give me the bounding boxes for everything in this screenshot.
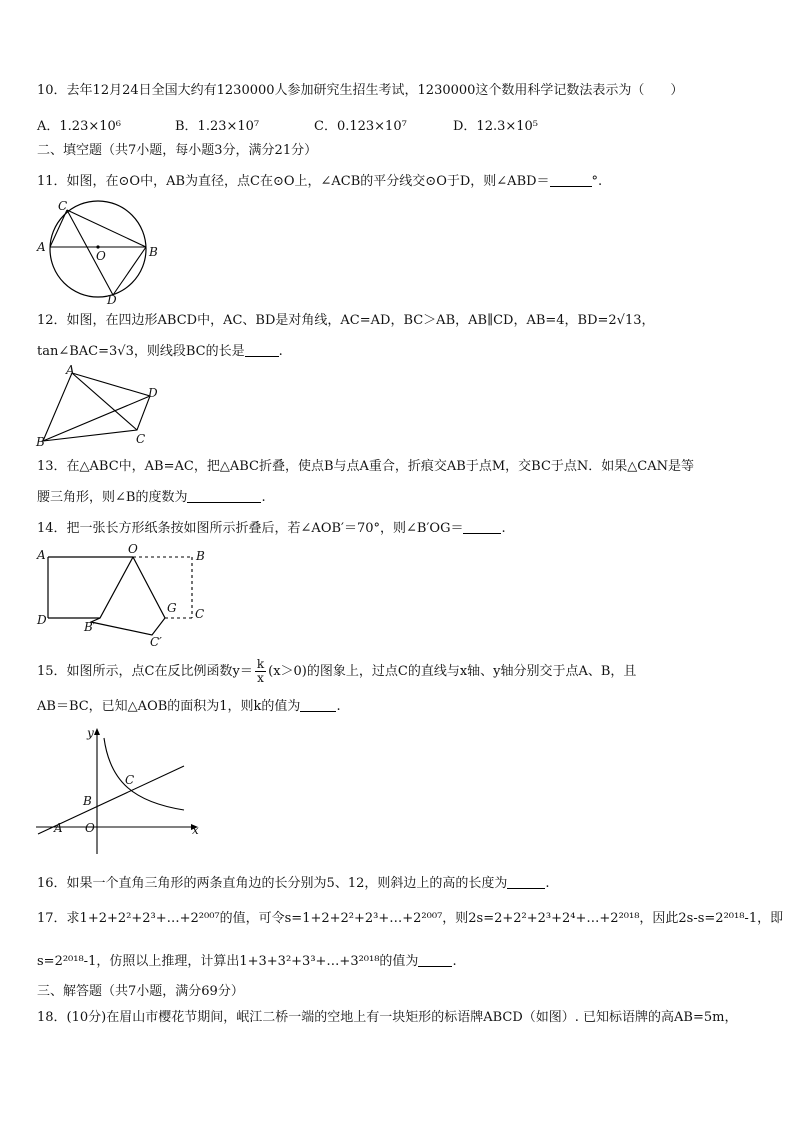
q10-option-a: A．1.23×10⁶ — [37, 119, 121, 134]
q18-text: 18．(10分)在眉山市樱花节期间，岷江二桥一端的空地上有一块矩形的标语牌ABCD（如图）. 已知标语牌的高AB=5m， — [37, 1010, 738, 1025]
label-d: D — [148, 386, 158, 400]
q12-answer-blank — [245, 342, 279, 357]
label-c-prime: C′ — [150, 635, 162, 649]
k-over-x-fraction: $\frac{k}{x}$ — [256, 657, 265, 685]
label-d: D — [107, 293, 117, 306]
label-b: B — [83, 794, 92, 808]
label-c: C — [58, 199, 68, 213]
q12-quadrilateral-figure — [34, 364, 166, 450]
q11-text: 11．如图，在⊙O中，AB为直径，点C在⊙O上，∠ACB的平分线交⊙O于D，则∠ABD＝ — [37, 174, 550, 189]
q17-text: s=2²⁰¹⁸-1，仿照以上推理，计算出1+3+3²+3³+…+3²⁰¹⁸的值为 — [37, 954, 419, 969]
label-c: C — [136, 432, 146, 446]
q15-line1: 15．如图所示，点C在反比例函数y＝ $\frac{k}{x}$ (x＞0)的图象上，过点C的直线与x轴、y轴分别交于点A、B，且 — [37, 657, 637, 685]
q10-option-c: C．0.123×10⁷ — [314, 119, 407, 134]
q10-text: 10．去年12月24日全国大约有1230000人参加研究生招生考试，1230000这个数用科学记数法表示为（ ） — [37, 83, 684, 98]
q15-coordinate-figure — [34, 724, 206, 856]
label-o: O — [96, 249, 106, 263]
label-c: C — [195, 607, 205, 621]
label-y: y — [87, 726, 94, 740]
label-a: A — [54, 821, 63, 835]
label-d: D — [37, 613, 47, 627]
q10-options — [37, 115, 597, 133]
label-a: A — [66, 364, 75, 377]
label-b: B — [36, 435, 45, 449]
q16-line: 16．如果一个直角三角形的两条直角边的长分别为5、12，则斜边上的高的长度为 . — [37, 876, 550, 891]
label-b: B — [149, 245, 158, 259]
q10-option-d: D．12.3×10⁵ — [453, 119, 539, 134]
label-c: C — [125, 773, 135, 787]
q13-line2: 腰三角形，则∠B的度数为 . — [37, 490, 266, 505]
q15-answer-blank — [300, 697, 336, 712]
label-a: A — [37, 240, 46, 254]
q12-line2: tan∠BAC=3√3，则线段BC的长是 . — [37, 344, 283, 359]
q17-line1: 17．求1+2+2²+2³+…+2²⁰⁰⁷的值，可令s=1+2+2²+2³+…+2²⁰⁰⁷，则2s=2+2²+2³+2⁴+…+2²⁰¹⁸，因此2s-s=2²⁰¹⁸-1，即 — [37, 911, 784, 926]
q15-text: AB＝BC，已知△AOB的面积为1，则k的值为 — [37, 699, 301, 714]
q15-line2: AB＝BC，已知△AOB的面积为1，则k的值为 . — [37, 699, 341, 714]
q13-answer-blank — [187, 488, 261, 503]
section-2-heading: 二、填空题（共7小题，每小题3分，满分21分） — [37, 143, 318, 158]
q11-answer-blank — [550, 172, 592, 187]
section-3-heading: 三、解答题（共7小题，满分69分） — [37, 984, 244, 999]
q14-answer-blank — [463, 519, 501, 534]
q14-folded-strip-figure — [34, 542, 214, 650]
q11-line — [37, 172, 602, 191]
label-o: O — [85, 821, 95, 835]
label-b-prime: B′ — [84, 620, 96, 634]
label-b: B — [196, 549, 205, 563]
q16-text: 16．如果一个直角三角形的两条直角边的长分别为5、12，则斜边上的高的长度为 — [37, 876, 508, 891]
q11-circle-figure — [34, 198, 164, 306]
label-o: O — [128, 542, 138, 556]
q12-line1: 12．如图，在四边形ABCD中，AC、BD是对角线，AC=AD，BC＞AB，AB∥CD，AB=4，BD=2√13， — [37, 313, 655, 328]
q13-line1: 13．在△ABC中，AB=AC，把△ABC折叠，使点B与点A重合，折痕交AB于点M，交BC于点N．如果△CAN是等 — [37, 459, 694, 474]
q13-text: 腰三角形，则∠B的度数为 — [37, 490, 188, 505]
q17-answer-blank — [418, 952, 452, 967]
q17-line2: s=2²⁰¹⁸-1，仿照以上推理，计算出1+3+3²+3³+…+3²⁰¹⁸的值为 . — [37, 954, 457, 969]
q10-option-b: B．1.23×10⁷ — [175, 119, 260, 134]
q11-suffix: °. — [591, 174, 603, 189]
label-g: G — [167, 601, 177, 615]
q16-answer-blank — [507, 874, 545, 889]
label-a: A — [37, 548, 46, 562]
label-x: x — [192, 823, 199, 837]
q14-line: 14．把一张长方形纸条按如图所示折叠后，若∠AOB′＝70°，则∠B′OG＝ . — [37, 521, 506, 536]
q12-text: tan∠BAC=3√3，则线段BC的长是 — [37, 344, 245, 359]
q14-text: 14．把一张长方形纸条按如图所示折叠后，若∠AOB′＝70°，则∠B′OG＝ — [37, 521, 464, 536]
